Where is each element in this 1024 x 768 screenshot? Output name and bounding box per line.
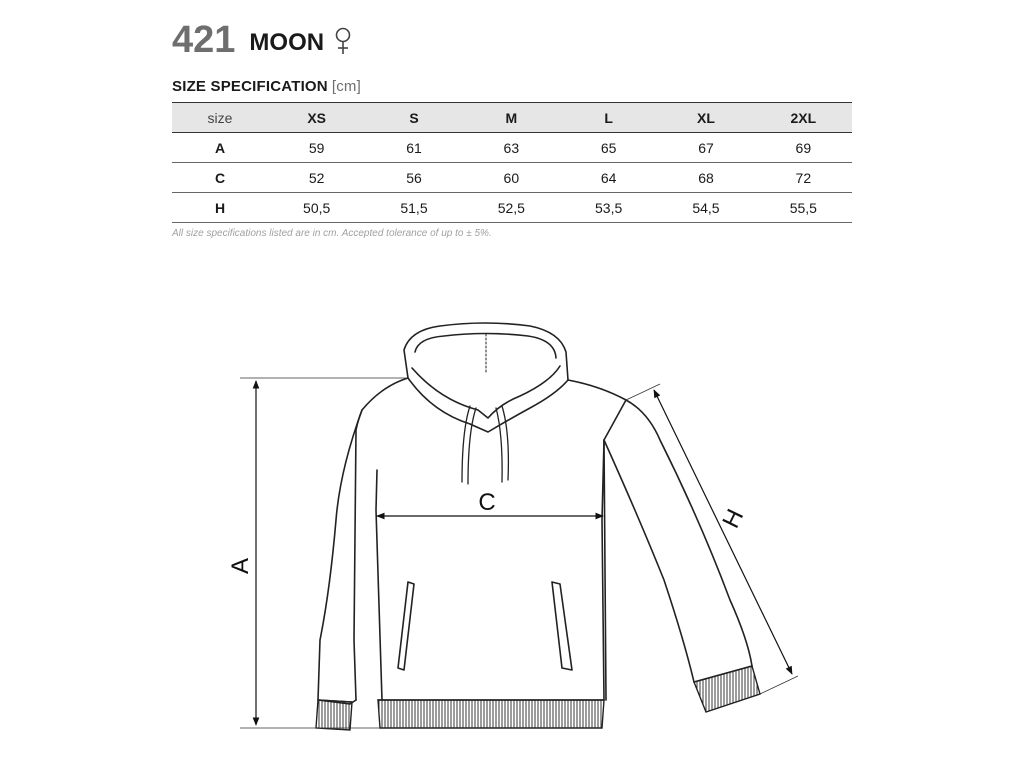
table-cell: 69	[795, 139, 812, 156]
table-cell: 50,5	[303, 199, 331, 216]
spec-title-text: SIZE SPECIFICATION	[172, 78, 328, 95]
table-cell: 59	[308, 139, 325, 156]
measure-a-label: A	[227, 557, 254, 575]
header-cell: S	[409, 109, 419, 126]
row-label: H	[214, 199, 226, 216]
measure-c-label: C	[478, 489, 496, 516]
header-cell: size	[207, 109, 233, 126]
table-cell: 72	[795, 169, 812, 186]
header-cell: XS	[307, 109, 326, 126]
left-drawstring	[462, 406, 470, 482]
table-cell: 53,5	[595, 199, 623, 216]
measure-h-guide-bottom	[760, 676, 798, 694]
table-cell: 63	[503, 139, 520, 156]
table-cell: 51,5	[400, 199, 428, 216]
body-outline	[354, 378, 626, 700]
table-cell: 52	[308, 169, 325, 186]
table-cell: 60	[503, 169, 520, 186]
right-drawstring	[502, 406, 508, 480]
table-cell: 65	[600, 139, 617, 156]
tolerance-note: All size specifications listed are in cm. Accepted tolerance of up to ± 5%.	[172, 228, 492, 239]
right-pocket	[552, 582, 572, 670]
left-cuff	[316, 700, 352, 730]
right-drawstring-2	[496, 408, 502, 482]
table-cell: 67	[698, 139, 714, 156]
measure-h-label: H	[717, 504, 750, 533]
table-cell: 68	[698, 169, 714, 186]
header-cell: M	[505, 109, 518, 126]
row-label: C	[214, 169, 226, 186]
header-cell: XL	[697, 109, 715, 126]
header-cell: 2XL	[790, 109, 817, 126]
table-cell: 52,5	[497, 199, 525, 216]
spec-unit: [cm]	[331, 78, 361, 95]
product-name: MOON	[249, 29, 325, 56]
hem-band	[378, 700, 604, 728]
table-cell: 56	[406, 169, 422, 186]
table-cell: 61	[406, 139, 422, 156]
left-pocket	[398, 582, 414, 670]
left-drawstring-2	[468, 408, 476, 484]
table-cell: 55,5	[789, 199, 817, 216]
measure-h-line	[654, 390, 792, 674]
row-label: A	[214, 139, 226, 156]
table-cell: 64	[600, 169, 617, 186]
right-cuff	[694, 666, 760, 712]
product-code: 421	[172, 18, 236, 61]
body-left-side	[376, 470, 382, 700]
hood-opening	[412, 366, 560, 418]
table-cell: 54,5	[692, 199, 720, 216]
right-sleeve-inner	[604, 440, 694, 682]
header-cell: L	[604, 109, 613, 126]
